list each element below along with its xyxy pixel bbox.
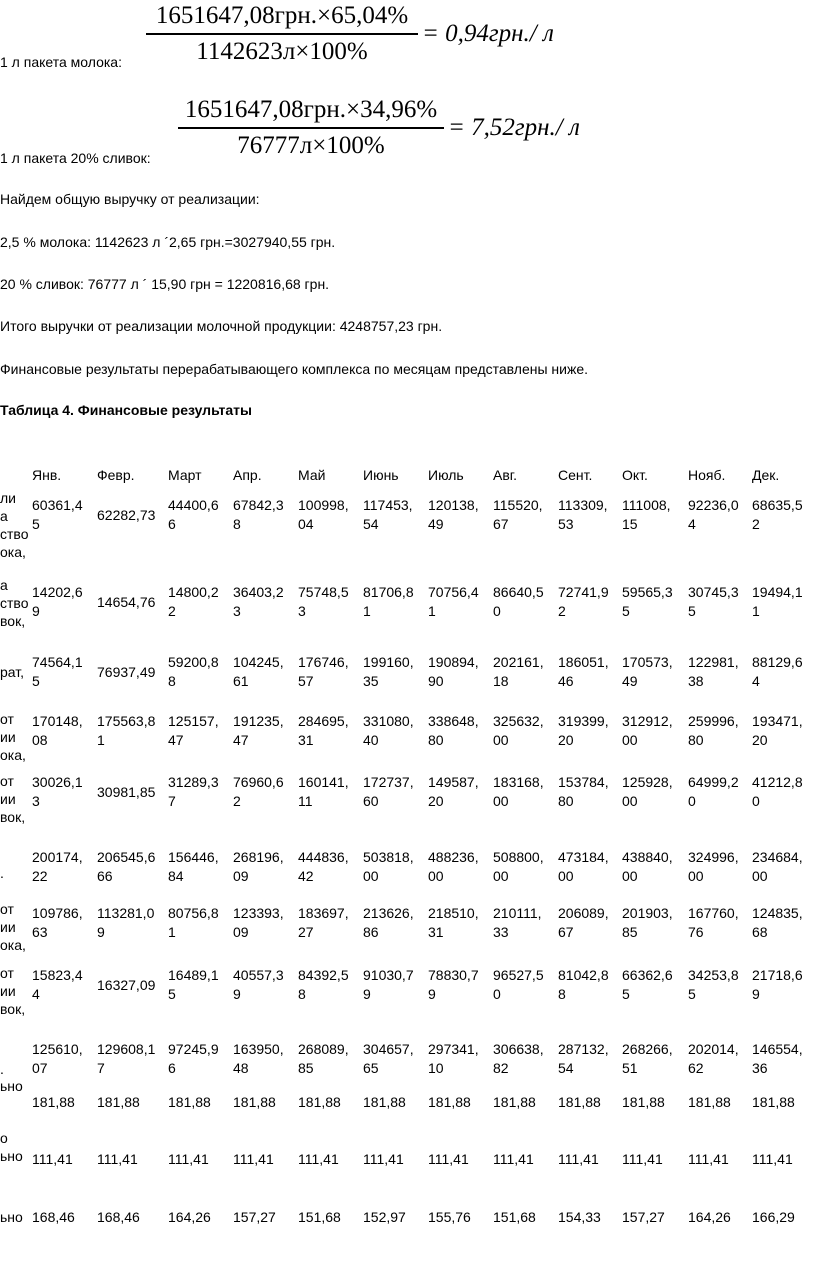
table-cell: 21718,6 9	[752, 967, 803, 1002]
table-cell: 200174, 22	[32, 849, 83, 884]
table-cell: 124835, 68	[752, 905, 803, 940]
table-cell: 438840, 00	[622, 849, 673, 884]
table-cell: 163950, 48	[233, 1041, 284, 1076]
table-cell: 331080, 40	[363, 713, 414, 748]
column-header: Февр.	[97, 467, 135, 483]
column-header: Авг.	[493, 467, 518, 483]
table-cell: 151,68	[493, 1209, 536, 1225]
table-title: Таблица 4. Финансовые результаты	[0, 402, 252, 418]
table-cell: 183168, 00	[493, 774, 544, 809]
table-cell: 181,88	[493, 1094, 536, 1110]
table-cell: 31289,3 7	[168, 774, 219, 809]
table-cell: 125157, 47	[168, 713, 219, 748]
table-cell: 72741,9 2	[558, 584, 609, 619]
paragraph-financial-results: Финансовые результаты перерабатывающего комплекса по месяцам представлены ниже.	[0, 361, 589, 377]
fraction-bar	[146, 33, 418, 35]
table-cell: 168,46	[32, 1209, 75, 1225]
table-cell: 59200,8 8	[168, 654, 219, 689]
table-cell: 59565,3 5	[622, 584, 673, 619]
table-cell: 113281,0 9	[97, 905, 155, 940]
table-cell: 167760, 76	[688, 905, 739, 940]
formula-milk-numerator: 1651647,08грн.×65,04%	[155, 2, 409, 29]
table-cell: 218510, 31	[428, 905, 479, 940]
table-cell: 166,29	[752, 1209, 795, 1225]
row-label: от ии вок,	[0, 965, 26, 1017]
table-cell: 181,88	[752, 1094, 795, 1110]
table-cell: 91030,7 9	[363, 967, 414, 1002]
row-label: а ство вок,	[0, 577, 29, 629]
table-cell: 129608,1 7	[97, 1041, 156, 1076]
column-header: Июль	[428, 467, 464, 483]
table-cell: 68635,5 2	[752, 497, 803, 532]
table-cell: 155,76	[428, 1209, 471, 1225]
table-cell: 157,27	[622, 1209, 665, 1225]
row-label: ли а ство ока,	[0, 490, 29, 560]
table-cell: 34253,8 5	[688, 967, 739, 1002]
table-cell: 193471, 20	[752, 713, 803, 748]
table-cell: 80756,8 1	[168, 905, 219, 940]
table-cell: 88129,6 4	[752, 654, 803, 689]
table-cell: 123393, 09	[233, 905, 284, 940]
table-cell: 76960,6 2	[233, 774, 284, 809]
table-cell: 164,26	[688, 1209, 731, 1225]
table-cell: 104245, 61	[233, 654, 284, 689]
column-header: Июнь	[363, 467, 399, 483]
table-cell: 97245,9 6	[168, 1041, 219, 1076]
row-label: ьно	[0, 1209, 23, 1225]
row-label: от ии ока,	[0, 711, 26, 763]
table-cell: 206089, 67	[558, 905, 609, 940]
table-cell: 78830,7 9	[428, 967, 479, 1002]
table-cell: 152,97	[363, 1209, 406, 1225]
table-cell: 151,68	[298, 1209, 341, 1225]
table-cell: 181,88	[622, 1094, 665, 1110]
table-cell: 201903, 85	[622, 905, 673, 940]
table-cell: 183697, 27	[298, 905, 349, 940]
table-cell: 503818, 00	[363, 849, 414, 884]
paragraph-milk-revenue: 2,5 % молока: 1142623 л ´2,65 грн.=3027940,55 грн.	[0, 234, 336, 250]
table-cell: 175563,8 1	[97, 713, 156, 748]
milk-label: 1 л пакета молока:	[0, 54, 122, 70]
table-cell: 444836, 42	[298, 849, 349, 884]
column-header: Нояб.	[688, 467, 726, 483]
table-cell: 41212,8 0	[752, 774, 803, 809]
table-cell: 111,41	[622, 1151, 663, 1167]
table-cell: 92236,0 4	[688, 497, 739, 532]
table-cell: 111,41	[97, 1151, 138, 1167]
table-cell: 122981, 38	[688, 654, 739, 689]
table-cell: 19494,1 1	[752, 584, 803, 619]
table-cell: 64999,2 0	[688, 774, 739, 809]
table-cell: 111008, 15	[622, 497, 671, 532]
table-cell: 76937,49	[97, 664, 156, 680]
table-cell: 181,88	[428, 1094, 471, 1110]
table-cell: 111,41	[688, 1151, 729, 1167]
table-cell: 40557,3 9	[233, 967, 284, 1002]
table-cell: 75748,5 3	[298, 584, 349, 619]
table-cell: 111,41	[363, 1151, 404, 1167]
table-cell: 117453, 54	[363, 497, 413, 532]
column-header: Май	[298, 467, 326, 483]
formula-cream-numerator: 1651647,08грн.×34,96%	[184, 96, 438, 123]
table-cell: 191235, 47	[233, 713, 284, 748]
table-cell: 170573, 49	[622, 654, 673, 689]
table-cell: 14202,6 9	[32, 584, 83, 619]
row-label: .	[0, 1061, 4, 1077]
table-cell: 36403,2 3	[233, 584, 284, 619]
table-cell: 111,41	[298, 1151, 339, 1167]
table-cell: 268266, 51	[622, 1041, 673, 1076]
table-cell: 181,88	[558, 1094, 601, 1110]
row-label: от ии ока,	[0, 901, 26, 953]
table-cell: 66362,6 5	[622, 967, 673, 1002]
table-cell: 324996, 00	[688, 849, 739, 884]
table-cell: 146554, 36	[752, 1041, 803, 1076]
cream-label: 1 л пакета 20% сливок:	[0, 150, 151, 166]
table-cell: 70756,4 1	[428, 584, 479, 619]
table-cell: 259996, 80	[688, 713, 739, 748]
table-cell: 190894, 90	[428, 654, 479, 689]
table-cell: 210111, 33	[493, 905, 542, 940]
table-cell: 111,41	[32, 1151, 73, 1167]
table-cell: 199160, 35	[363, 654, 414, 689]
table-cell: 312912, 00	[622, 713, 673, 748]
table-cell: 60361,4 5	[32, 497, 83, 532]
table-cell: 30745,3 5	[688, 584, 739, 619]
table-cell: 164,26	[168, 1209, 211, 1225]
formula-cream-result: = 7,52грн./ л	[448, 114, 580, 141]
table-cell: 67842,3 8	[233, 497, 284, 532]
table-cell: 100998, 04	[298, 497, 349, 532]
table-cell: 170148, 08	[32, 713, 83, 748]
table-cell: 181,88	[363, 1094, 406, 1110]
table-cell: 325632, 00	[493, 713, 544, 748]
row-label: ьно	[0, 1078, 23, 1094]
row-label: от ии вок,	[0, 773, 26, 825]
table-cell: 157,27	[233, 1209, 276, 1225]
table-cell: 202014, 62	[688, 1041, 739, 1076]
table-cell: 111,41	[558, 1151, 599, 1167]
table-cell: 306638, 82	[493, 1041, 544, 1076]
column-header: Апр.	[233, 467, 262, 483]
table-cell: 149587, 20	[428, 774, 479, 809]
table-cell: 153784, 80	[558, 774, 609, 809]
table-cell: 176746, 57	[298, 654, 349, 689]
table-cell: 113309, 53	[558, 497, 608, 532]
table-cell: 125928, 00	[622, 774, 673, 809]
table-cell: 109786, 63	[32, 905, 83, 940]
table-cell: 268089, 85	[298, 1041, 349, 1076]
table-cell: 111,41	[428, 1151, 469, 1167]
table-cell: 86640,5 0	[493, 584, 544, 619]
table-cell: 234684, 00	[752, 849, 803, 884]
table-cell: 160141, 11	[298, 774, 349, 809]
column-header: Март	[168, 467, 202, 483]
table-cell: 172737, 60	[363, 774, 414, 809]
table-cell: 111,41	[752, 1151, 793, 1167]
table-cell: 81706,8 1	[363, 584, 414, 619]
table-cell: 268196, 09	[233, 849, 284, 884]
formula-milk-denominator: 1142623л×100%	[196, 37, 368, 65]
table-cell: 30026,1 3	[32, 774, 83, 809]
table-cell: 74564,1 5	[32, 654, 83, 689]
table-cell: 181,88	[688, 1094, 731, 1110]
table-cell: 44400,6 6	[168, 497, 219, 532]
table-cell: 81042,8 8	[558, 967, 609, 1002]
table-cell: 84392,5 8	[298, 967, 349, 1002]
table-cell: 202161, 18	[493, 654, 544, 689]
paragraph-total-revenue: Итого выручки от реализации молочной продукции: 4248757,23 грн.	[0, 318, 443, 334]
table-cell: 15823,4 4	[32, 967, 83, 1002]
table-cell: 297341, 10	[428, 1041, 479, 1076]
table-cell: 111,41	[233, 1151, 274, 1167]
table-cell: 30981,85	[97, 784, 156, 800]
fraction-bar	[178, 127, 444, 129]
table-cell: 181,88	[32, 1094, 75, 1110]
table-cell: 488236, 00	[428, 849, 479, 884]
column-header: Сент.	[558, 467, 593, 483]
table-cell: 111,41	[168, 1151, 209, 1167]
row-label: .	[0, 865, 4, 881]
table-cell: 206545,6 66	[97, 849, 156, 884]
table-cell: 338648, 80	[428, 713, 479, 748]
table-cell: 62282,73	[97, 507, 156, 523]
table-cell: 284695, 31	[298, 713, 349, 748]
table-cell: 16489,1 5	[168, 967, 219, 1002]
table-cell: 154,33	[558, 1209, 601, 1225]
table-cell: 14654,76	[97, 594, 156, 610]
table-cell: 115520, 67	[493, 497, 543, 532]
formula-milk-result: = 0,94грн./ л	[422, 20, 554, 47]
table-cell: 186051, 46	[558, 654, 609, 689]
table-cell: 120138, 49	[428, 497, 479, 532]
table-cell: 508800, 00	[493, 849, 544, 884]
table-cell: 181,88	[298, 1094, 341, 1110]
table-cell: 14800,2 2	[168, 584, 219, 619]
paragraph-revenue-intro: Найдем общую выручку от реализации:	[0, 191, 260, 207]
paragraph-cream-revenue: 20 % сливок: 76777 л ´ 15,90 грн = 1220816,68 грн.	[0, 276, 330, 292]
table-cell: 156446, 84	[168, 849, 219, 884]
row-label: о ьно	[0, 1130, 23, 1164]
table-cell: 181,88	[233, 1094, 276, 1110]
formula-cream-denominator: 76777л×100%	[237, 131, 385, 159]
table-cell: 181,88	[168, 1094, 211, 1110]
table-cell: 168,46	[97, 1209, 140, 1225]
table-cell: 16327,09	[97, 977, 156, 993]
table-cell: 125610, 07	[32, 1041, 83, 1076]
table-cell: 304657, 65	[363, 1041, 414, 1076]
row-label: рат,	[0, 664, 25, 680]
column-header: Дек.	[752, 467, 780, 483]
table-cell: 111,41	[493, 1151, 534, 1167]
table-cell: 96527,5 0	[493, 967, 544, 1002]
column-header: Окт.	[622, 467, 648, 483]
table-cell: 319399, 20	[558, 713, 609, 748]
table-cell: 213626, 86	[363, 905, 414, 940]
table-cell: 473184, 00	[558, 849, 609, 884]
table-cell: 287132, 54	[558, 1041, 609, 1076]
table-cell: 181,88	[97, 1094, 140, 1110]
column-header: Янв.	[32, 467, 62, 483]
